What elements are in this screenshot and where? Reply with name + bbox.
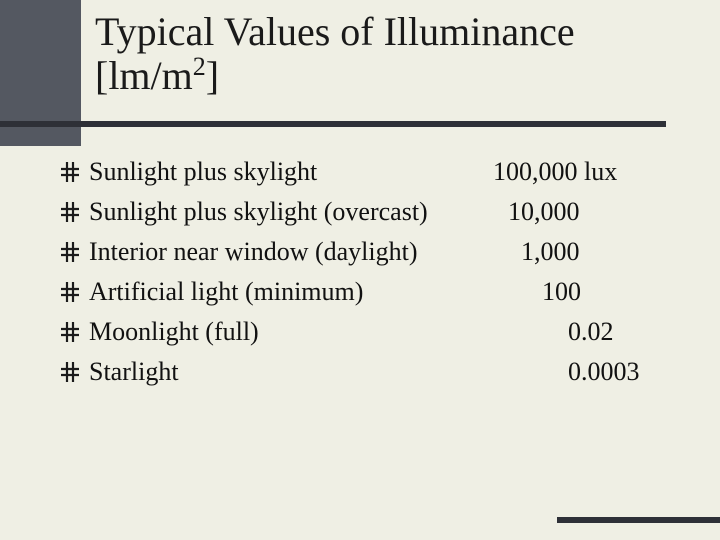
list-item	[0, 232, 720, 272]
list-item	[0, 192, 720, 232]
list-item-value: 1,000	[521, 237, 580, 266]
hash-bullet-icon	[61, 202, 79, 222]
title-line-1: Typical Values of Illuminance	[95, 9, 575, 54]
slide-title	[95, 10, 695, 98]
title-unit-open: [lm/m	[95, 53, 193, 98]
list-item-label: Moonlight (full)	[89, 317, 259, 346]
list-item-label: Sunlight plus skylight (overcast)	[89, 197, 428, 226]
hash-bullet-icon	[61, 282, 79, 302]
list-item	[0, 152, 720, 192]
list-item-value: 100	[542, 277, 581, 306]
list-item-value: 10,000	[508, 197, 580, 226]
title-divider-rule	[0, 121, 666, 127]
list-item-value: 100,000 lux	[493, 157, 618, 186]
list-item	[0, 352, 720, 392]
list-item-value: 0.02	[568, 317, 614, 346]
list-item-label: Artificial light (minimum)	[89, 277, 364, 306]
list-item-value: 0.0003	[568, 357, 640, 386]
list-item-label: Interior near window (daylight)	[89, 237, 418, 266]
hash-bullet-icon	[61, 322, 79, 342]
list-item	[0, 272, 720, 312]
hash-bullet-icon	[61, 162, 79, 182]
title-unit-close: ]	[205, 53, 220, 98]
list-item	[0, 312, 720, 352]
title-unit-exponent: 2	[192, 52, 206, 81]
title-line-2	[95, 54, 695, 98]
list-item-label: Sunlight plus skylight	[89, 157, 318, 186]
hash-bullet-icon	[61, 242, 79, 262]
footer-rule	[557, 517, 720, 523]
list-item-label: Starlight	[89, 357, 179, 386]
hash-bullet-icon	[61, 362, 79, 382]
